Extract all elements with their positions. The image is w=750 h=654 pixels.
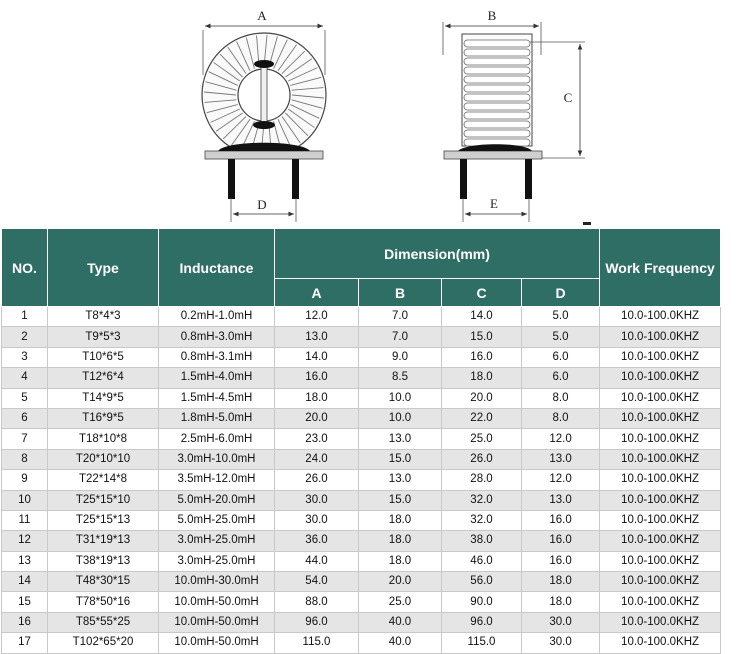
row-inductance: 3.0mH-25.0mH bbox=[159, 531, 275, 551]
header-no: NO. bbox=[2, 229, 48, 307]
row-dim-c: 15.0 bbox=[442, 327, 522, 347]
row-no: 11 bbox=[2, 510, 48, 530]
row-dim-c: 56.0 bbox=[442, 572, 522, 592]
row-dim-a: 20.0 bbox=[275, 408, 359, 428]
dim-c-label: C bbox=[563, 90, 573, 105]
row-frequency: 10.0-100.0KHZ bbox=[600, 572, 721, 592]
table-row bbox=[2, 327, 721, 347]
row-frequency: 10.0-100.0KHZ bbox=[600, 551, 721, 571]
row-inductance: 3.0mH-25.0mH bbox=[159, 551, 275, 571]
row-no: 17 bbox=[2, 633, 48, 653]
row-dim-d: 16.0 bbox=[522, 510, 600, 530]
row-frequency: 10.0-100.0KHZ bbox=[600, 490, 721, 510]
row-frequency: 10.0-100.0KHZ bbox=[600, 388, 721, 408]
row-dim-a: 13.0 bbox=[275, 327, 359, 347]
row-dim-d: 12.0 bbox=[522, 470, 600, 490]
row-dim-a: 30.0 bbox=[275, 490, 359, 510]
table-row bbox=[2, 551, 721, 571]
row-frequency: 10.0-100.0KHZ bbox=[600, 531, 721, 551]
row-dim-a: 18.0 bbox=[275, 388, 359, 408]
row-dim-a: 44.0 bbox=[275, 551, 359, 571]
row-dim-a: 96.0 bbox=[275, 612, 359, 632]
row-dim-a: 14.0 bbox=[275, 347, 359, 367]
row-dim-b: 18.0 bbox=[359, 531, 442, 551]
row-frequency: 10.0-100.0KHZ bbox=[600, 592, 721, 612]
row-type: T22*14*8 bbox=[48, 470, 159, 490]
table-row bbox=[2, 490, 721, 510]
row-no: 6 bbox=[2, 408, 48, 428]
row-frequency: 10.0-100.0KHZ bbox=[600, 347, 721, 367]
row-dim-d: 13.0 bbox=[522, 490, 600, 510]
row-inductance: 1.5mH-4.5mH bbox=[159, 388, 275, 408]
row-dim-c: 115.0 bbox=[442, 633, 522, 653]
table-row bbox=[2, 368, 721, 388]
row-type: T16*9*5 bbox=[48, 408, 159, 428]
row-dim-d: 6.0 bbox=[522, 368, 600, 388]
row-dim-b: 13.0 bbox=[359, 470, 442, 490]
row-dim-a: 115.0 bbox=[275, 633, 359, 653]
corner-mark bbox=[583, 222, 591, 225]
table-row bbox=[2, 510, 721, 530]
header-dim-b: B bbox=[359, 279, 442, 307]
row-inductance: 1.5mH-4.0mH bbox=[159, 368, 275, 388]
row-dim-a: 16.0 bbox=[275, 368, 359, 388]
row-dim-c: 32.0 bbox=[442, 490, 522, 510]
row-frequency: 10.0-100.0KHZ bbox=[600, 408, 721, 428]
row-frequency: 10.0-100.0KHZ bbox=[600, 307, 721, 327]
row-frequency: 10.0-100.0KHZ bbox=[600, 633, 721, 653]
row-no: 12 bbox=[2, 531, 48, 551]
row-no: 2 bbox=[2, 327, 48, 347]
header-dim-a: A bbox=[275, 279, 359, 307]
row-dim-b: 40.0 bbox=[359, 633, 442, 653]
row-dim-b: 18.0 bbox=[359, 510, 442, 530]
row-no: 8 bbox=[2, 449, 48, 469]
table-row bbox=[2, 408, 721, 428]
dim-e-label: E bbox=[490, 196, 498, 211]
row-no: 1 bbox=[2, 307, 48, 327]
row-type: T9*5*3 bbox=[48, 327, 159, 347]
table-row bbox=[2, 449, 721, 469]
row-no: 14 bbox=[2, 572, 48, 592]
row-dim-b: 10.0 bbox=[359, 408, 442, 428]
row-frequency: 10.0-100.0KHZ bbox=[600, 368, 721, 388]
row-inductance: 3.5mH-12.0mH bbox=[159, 470, 275, 490]
table-row bbox=[2, 592, 721, 612]
row-dim-c: 25.0 bbox=[442, 429, 522, 449]
row-inductance: 10.0mH-50.0mH bbox=[159, 592, 275, 612]
row-type: T38*19*13 bbox=[48, 551, 159, 571]
inductor-spec-table bbox=[1, 228, 721, 654]
row-no: 10 bbox=[2, 490, 48, 510]
row-dim-b: 40.0 bbox=[359, 612, 442, 632]
row-dim-b: 8.5 bbox=[359, 368, 442, 388]
header-type: Type bbox=[48, 229, 159, 307]
row-no: 3 bbox=[2, 347, 48, 367]
row-dim-a: 12.0 bbox=[275, 307, 359, 327]
row-dim-a: 54.0 bbox=[275, 572, 359, 592]
row-no: 5 bbox=[2, 388, 48, 408]
row-dim-d: 6.0 bbox=[522, 347, 600, 367]
row-frequency: 10.0-100.0KHZ bbox=[600, 449, 721, 469]
row-dim-d: 8.0 bbox=[522, 388, 600, 408]
row-dim-b: 15.0 bbox=[359, 449, 442, 469]
row-inductance: 1.8mH-5.0mH bbox=[159, 408, 275, 428]
row-dim-c: 96.0 bbox=[442, 612, 522, 632]
row-dim-d: 30.0 bbox=[522, 612, 600, 632]
row-no: 13 bbox=[2, 551, 48, 571]
toroid-side-view bbox=[443, 8, 585, 222]
row-frequency: 10.0-100.0KHZ bbox=[600, 510, 721, 530]
row-inductance: 0.2mH-1.0mH bbox=[159, 307, 275, 327]
row-dim-d: 8.0 bbox=[522, 408, 600, 428]
header-inductance: Inductance bbox=[159, 229, 275, 307]
row-type: T31*19*13 bbox=[48, 531, 159, 551]
table-row bbox=[2, 633, 721, 653]
row-inductance: 10.0mH-30.0mH bbox=[159, 572, 275, 592]
row-dim-c: 20.0 bbox=[442, 388, 522, 408]
row-dim-d: 18.0 bbox=[522, 592, 600, 612]
row-dim-a: 23.0 bbox=[275, 429, 359, 449]
row-type: T25*15*13 bbox=[48, 510, 159, 530]
dim-d-label: D bbox=[257, 197, 267, 212]
row-type: T78*50*16 bbox=[48, 592, 159, 612]
row-dim-c: 26.0 bbox=[442, 449, 522, 469]
header-dimension: Dimension(mm) bbox=[275, 229, 600, 279]
row-dim-c: 32.0 bbox=[442, 510, 522, 530]
row-dim-d: 5.0 bbox=[522, 307, 600, 327]
row-dim-c: 18.0 bbox=[442, 368, 522, 388]
row-dim-c: 14.0 bbox=[442, 307, 522, 327]
row-dim-a: 24.0 bbox=[275, 449, 359, 469]
row-frequency: 10.0-100.0KHZ bbox=[600, 327, 721, 347]
row-type: T8*4*3 bbox=[48, 307, 159, 327]
row-no: 9 bbox=[2, 470, 48, 490]
table-row bbox=[2, 470, 721, 490]
row-type: T10*6*5 bbox=[48, 347, 159, 367]
row-dim-c: 46.0 bbox=[442, 551, 522, 571]
header-work-frequency: Work Frequency bbox=[600, 229, 721, 307]
table-row bbox=[2, 429, 721, 449]
row-dim-d: 16.0 bbox=[522, 531, 600, 551]
dim-a-label: A bbox=[257, 8, 267, 23]
header-dim-c: C bbox=[442, 279, 522, 307]
row-dim-a: 88.0 bbox=[275, 592, 359, 612]
row-inductance: 10.0mH-50.0mH bbox=[159, 612, 275, 632]
row-inductance: 10.0mH-50.0mH bbox=[159, 633, 275, 653]
row-dim-d: 13.0 bbox=[522, 449, 600, 469]
row-dim-d: 30.0 bbox=[522, 633, 600, 653]
row-dim-a: 30.0 bbox=[275, 510, 359, 530]
table-row bbox=[2, 572, 721, 592]
row-dim-c: 90.0 bbox=[442, 592, 522, 612]
table-row bbox=[2, 347, 721, 367]
row-dim-b: 7.0 bbox=[359, 327, 442, 347]
row-type: T25*15*10 bbox=[48, 490, 159, 510]
row-dim-b: 15.0 bbox=[359, 490, 442, 510]
row-frequency: 10.0-100.0KHZ bbox=[600, 470, 721, 490]
row-type: T102*65*20 bbox=[48, 633, 159, 653]
row-no: 7 bbox=[2, 429, 48, 449]
row-inductance: 2.5mH-6.0mH bbox=[159, 429, 275, 449]
inductor-dimension-drawing bbox=[0, 0, 750, 230]
table-row bbox=[2, 388, 721, 408]
row-inductance: 5.0mH-25.0mH bbox=[159, 510, 275, 530]
row-dim-b: 25.0 bbox=[359, 592, 442, 612]
row-inductance: 3.0mH-10.0mH bbox=[159, 449, 275, 469]
row-dim-b: 7.0 bbox=[359, 307, 442, 327]
row-no: 15 bbox=[2, 592, 48, 612]
row-dim-b: 9.0 bbox=[359, 347, 442, 367]
row-no: 16 bbox=[2, 612, 48, 632]
row-dim-a: 36.0 bbox=[275, 531, 359, 551]
row-frequency: 10.0-100.0KHZ bbox=[600, 612, 721, 632]
row-dim-b: 18.0 bbox=[359, 551, 442, 571]
row-dim-b: 13.0 bbox=[359, 429, 442, 449]
row-type: T85*55*25 bbox=[48, 612, 159, 632]
row-inductance: 5.0mH-20.0mH bbox=[159, 490, 275, 510]
row-dim-c: 38.0 bbox=[442, 531, 522, 551]
row-dim-d: 18.0 bbox=[522, 572, 600, 592]
toroid-front-view bbox=[202, 8, 326, 222]
header-dim-d: D bbox=[522, 279, 600, 307]
row-dim-d: 16.0 bbox=[522, 551, 600, 571]
row-no: 4 bbox=[2, 368, 48, 388]
row-dim-a: 26.0 bbox=[275, 470, 359, 490]
row-inductance: 0.8mH-3.0mH bbox=[159, 327, 275, 347]
row-type: T48*30*15 bbox=[48, 572, 159, 592]
row-inductance: 0.8mH-3.1mH bbox=[159, 347, 275, 367]
row-dim-b: 10.0 bbox=[359, 388, 442, 408]
row-dim-c: 22.0 bbox=[442, 408, 522, 428]
row-dim-d: 5.0 bbox=[522, 327, 600, 347]
row-type: T12*6*4 bbox=[48, 368, 159, 388]
table-row bbox=[2, 612, 721, 632]
row-dim-b: 20.0 bbox=[359, 572, 442, 592]
row-type: T14*9*5 bbox=[48, 388, 159, 408]
row-dim-c: 16.0 bbox=[442, 347, 522, 367]
row-dim-d: 12.0 bbox=[522, 429, 600, 449]
dim-b-label: B bbox=[487, 8, 497, 23]
row-frequency: 10.0-100.0KHZ bbox=[600, 429, 721, 449]
row-type: T18*10*8 bbox=[48, 429, 159, 449]
table-row bbox=[2, 307, 721, 327]
table-row bbox=[2, 531, 721, 551]
row-type: T20*10*10 bbox=[48, 449, 159, 469]
row-dim-c: 28.0 bbox=[442, 470, 522, 490]
